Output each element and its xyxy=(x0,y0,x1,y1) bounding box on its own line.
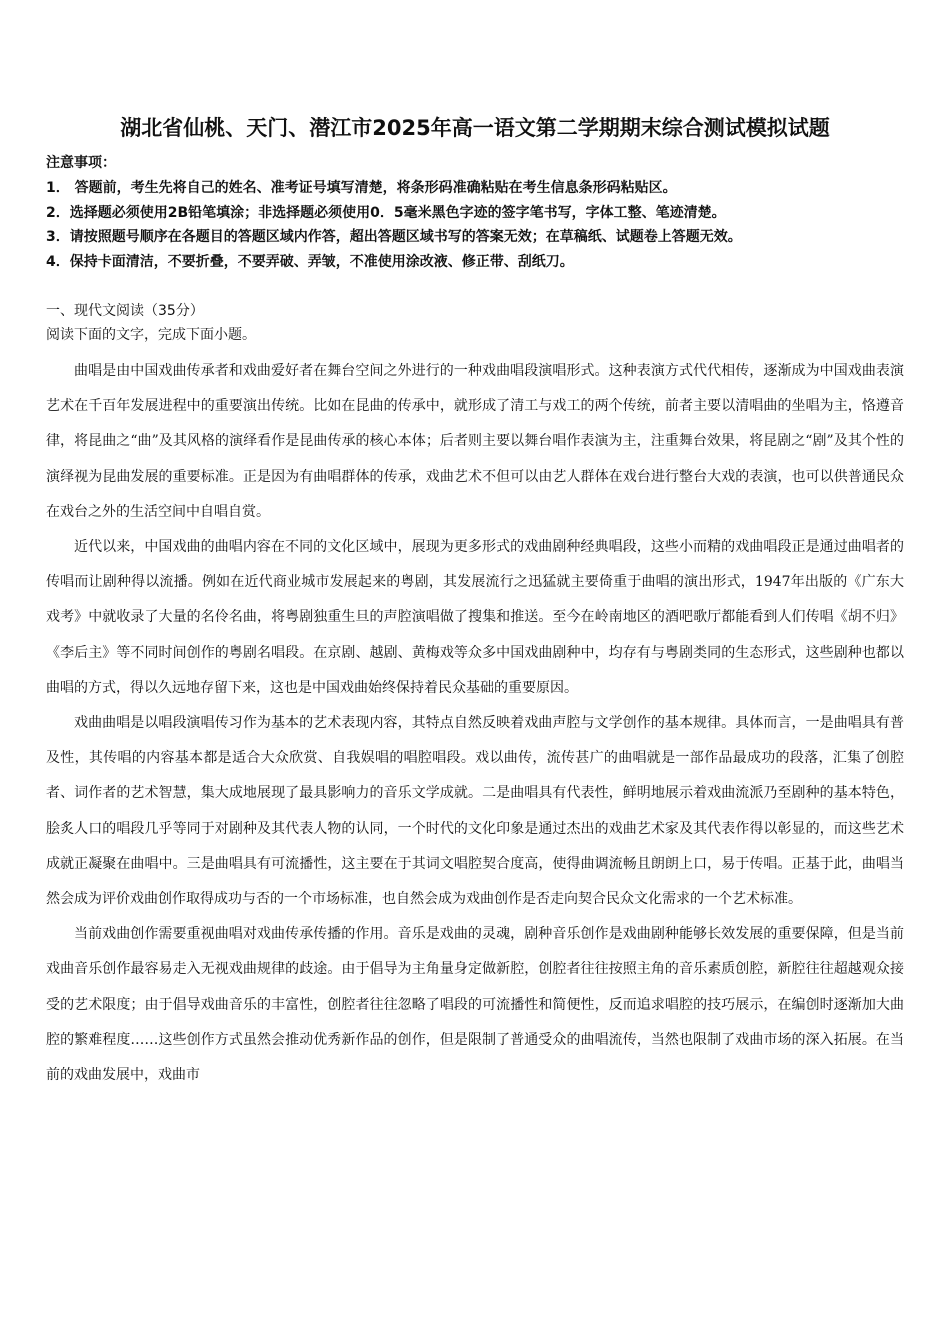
passage-paragraph: 当前戏曲创作需要重视曲唱对戏曲传承传播的作用。音乐是戏曲的灵魂，剧种音乐创作是戏曲剧种能够长效发展的重要保障，但是当前戏曲音乐创作最容易走入无视戏曲规律的歧途。由于倡导为主角量身定做新腔，创腔者往往按照主角的音乐素质创腔，新腔往往超越观众接受的艺术限度；由于倡导戏曲音乐的丰富性，创腔者往往忽略了唱段的可流播性和简便性，反而追求唱腔的技巧展示，在编创时逐渐加大曲腔的繁难程度……这些创作方式虽然会推动优秀新作品的创作，但是限制了普通受众的曲唱流传，当然也限制了戏曲市场的深入拓展。在当前的戏曲发展中，戏曲市 xyxy=(46,926,904,1084)
notice-item: 2．选择题必须使用2B铅笔填涂；非选择题必须使用0．5毫米黑色字迹的签字笔书写，字体工整、笔迹清楚。 xyxy=(46,204,726,221)
passage-paragraph: 曲唱是由中国戏曲传承者和戏曲爱好者在舞台空间之外进行的一种戏曲唱段演唱形式。这种表演方式代代相传，逐渐成为中国戏曲表演艺术在千百年发展进程中的重要演出传统。比如在昆曲的传承中，就形成了清工与戏工的两个传统，前者主要以清唱曲的坐唱为主，恪遵音律，将昆曲之“曲”及其风格的演绎看作是昆曲传承的核心本体；后者则主要以舞台唱作表演为主，注重舞台效果，将昆剧之“剧”及其个性的演绎视为昆曲发展的重要标准。正是因为有曲唱群体的传承，戏曲艺术不但可以由艺人群体在戏台进行整台大戏的表演，也可以供普通民众在戏台之外的生活空间中自唱自赏。 xyxy=(46,363,904,520)
exam-title: 湖北省仙桃、天门、潜江市2025年高一语文第二学期期末综合测试模拟试题 xyxy=(120,116,830,140)
notice-block xyxy=(46,150,916,274)
reading-passage xyxy=(46,354,904,1093)
notice-item: 1． 答题前，考生先将自己的姓名、准考证号填写清楚，将条形码准确粘贴在考生信息条形码粘贴区。 xyxy=(46,180,677,196)
notice-item: 3．请按照题号顺序在各题目的答题区域内作答，超出答题区域书写的答案无效；在草稿纸、试题卷上答题无效。 xyxy=(46,229,742,245)
section-heading: 一、现代文阅读（35分） xyxy=(46,303,204,319)
passage-paragraph: 近代以来，中国戏曲的曲唱内容在不同的文化区域中，展现为更多形式的戏曲剧种经典唱段，这些小而精的戏曲唱段正是通过曲唱者的传唱而让剧种得以流播。例如在近代商业城市发展起来的粤剧，其发展流行之迅猛就主要倚重于曲唱的演出形式，1947年出版的《广东大戏考》中就收录了大量的名伶名曲，将粤剧独重生旦的声腔演唱做了搜集和推送。至今在岭南地区的酒吧歌厅都能看到人们传唱《胡不归》《李后主》等不同时间创作的粤剧名唱段。在京剧、越剧、黄梅戏等众多中国戏曲剧种中，均存有与粤剧类同的生态形式，这些剧种也都以曲唱的方式，得以久远地存留下来，这也是中国戏曲始终保持着民众基础的重要原因。 xyxy=(46,539,904,696)
reading-instruction: 阅读下面的文字，完成下面小题。 xyxy=(46,327,256,343)
notice-heading: 注意事项： xyxy=(46,155,116,171)
notice-item: 4．保持卡面清洁，不要折叠，不要弄破、弄皱，不准使用涂改液、修正带、刮纸刀。 xyxy=(46,253,574,270)
passage-paragraph: 戏曲曲唱是以唱段演唱传习作为基本的艺术表现内容，其特点自然反映着戏曲声腔与文学创作的基本规律。具体而言，一是曲唱具有普及性，其传唱的内容基本都是适合大众欣赏、自我娱唱的唱腔唱段。戏以曲传，流传甚广的曲唱就是一部作品最成功的段落，汇集了创腔者、词作者的艺术智慧，集大成地展现了最具影响力的音乐文学成就。二是曲唱具有代表性，鲜明地展示着戏曲流派乃至剧种的基本特色，脍炙人口的唱段几乎等同于对剧种及其代表人物的认同，一个时代的文化印象是通过杰出的戏曲艺术家及其代表作得以彰显的，而这些艺术成就正凝聚在曲唱中。三是曲唱具有可流播性，这主要在于其词文唱腔契合度高，使得曲调流畅且朗朗上口，易于传唱。正基于此，曲唱当然会成为评价戏曲创作取得成功与否的一个市场标准，也自然会成为戏曲创作是否走向契合民众文化需求的一个艺术标准。 xyxy=(46,715,904,908)
